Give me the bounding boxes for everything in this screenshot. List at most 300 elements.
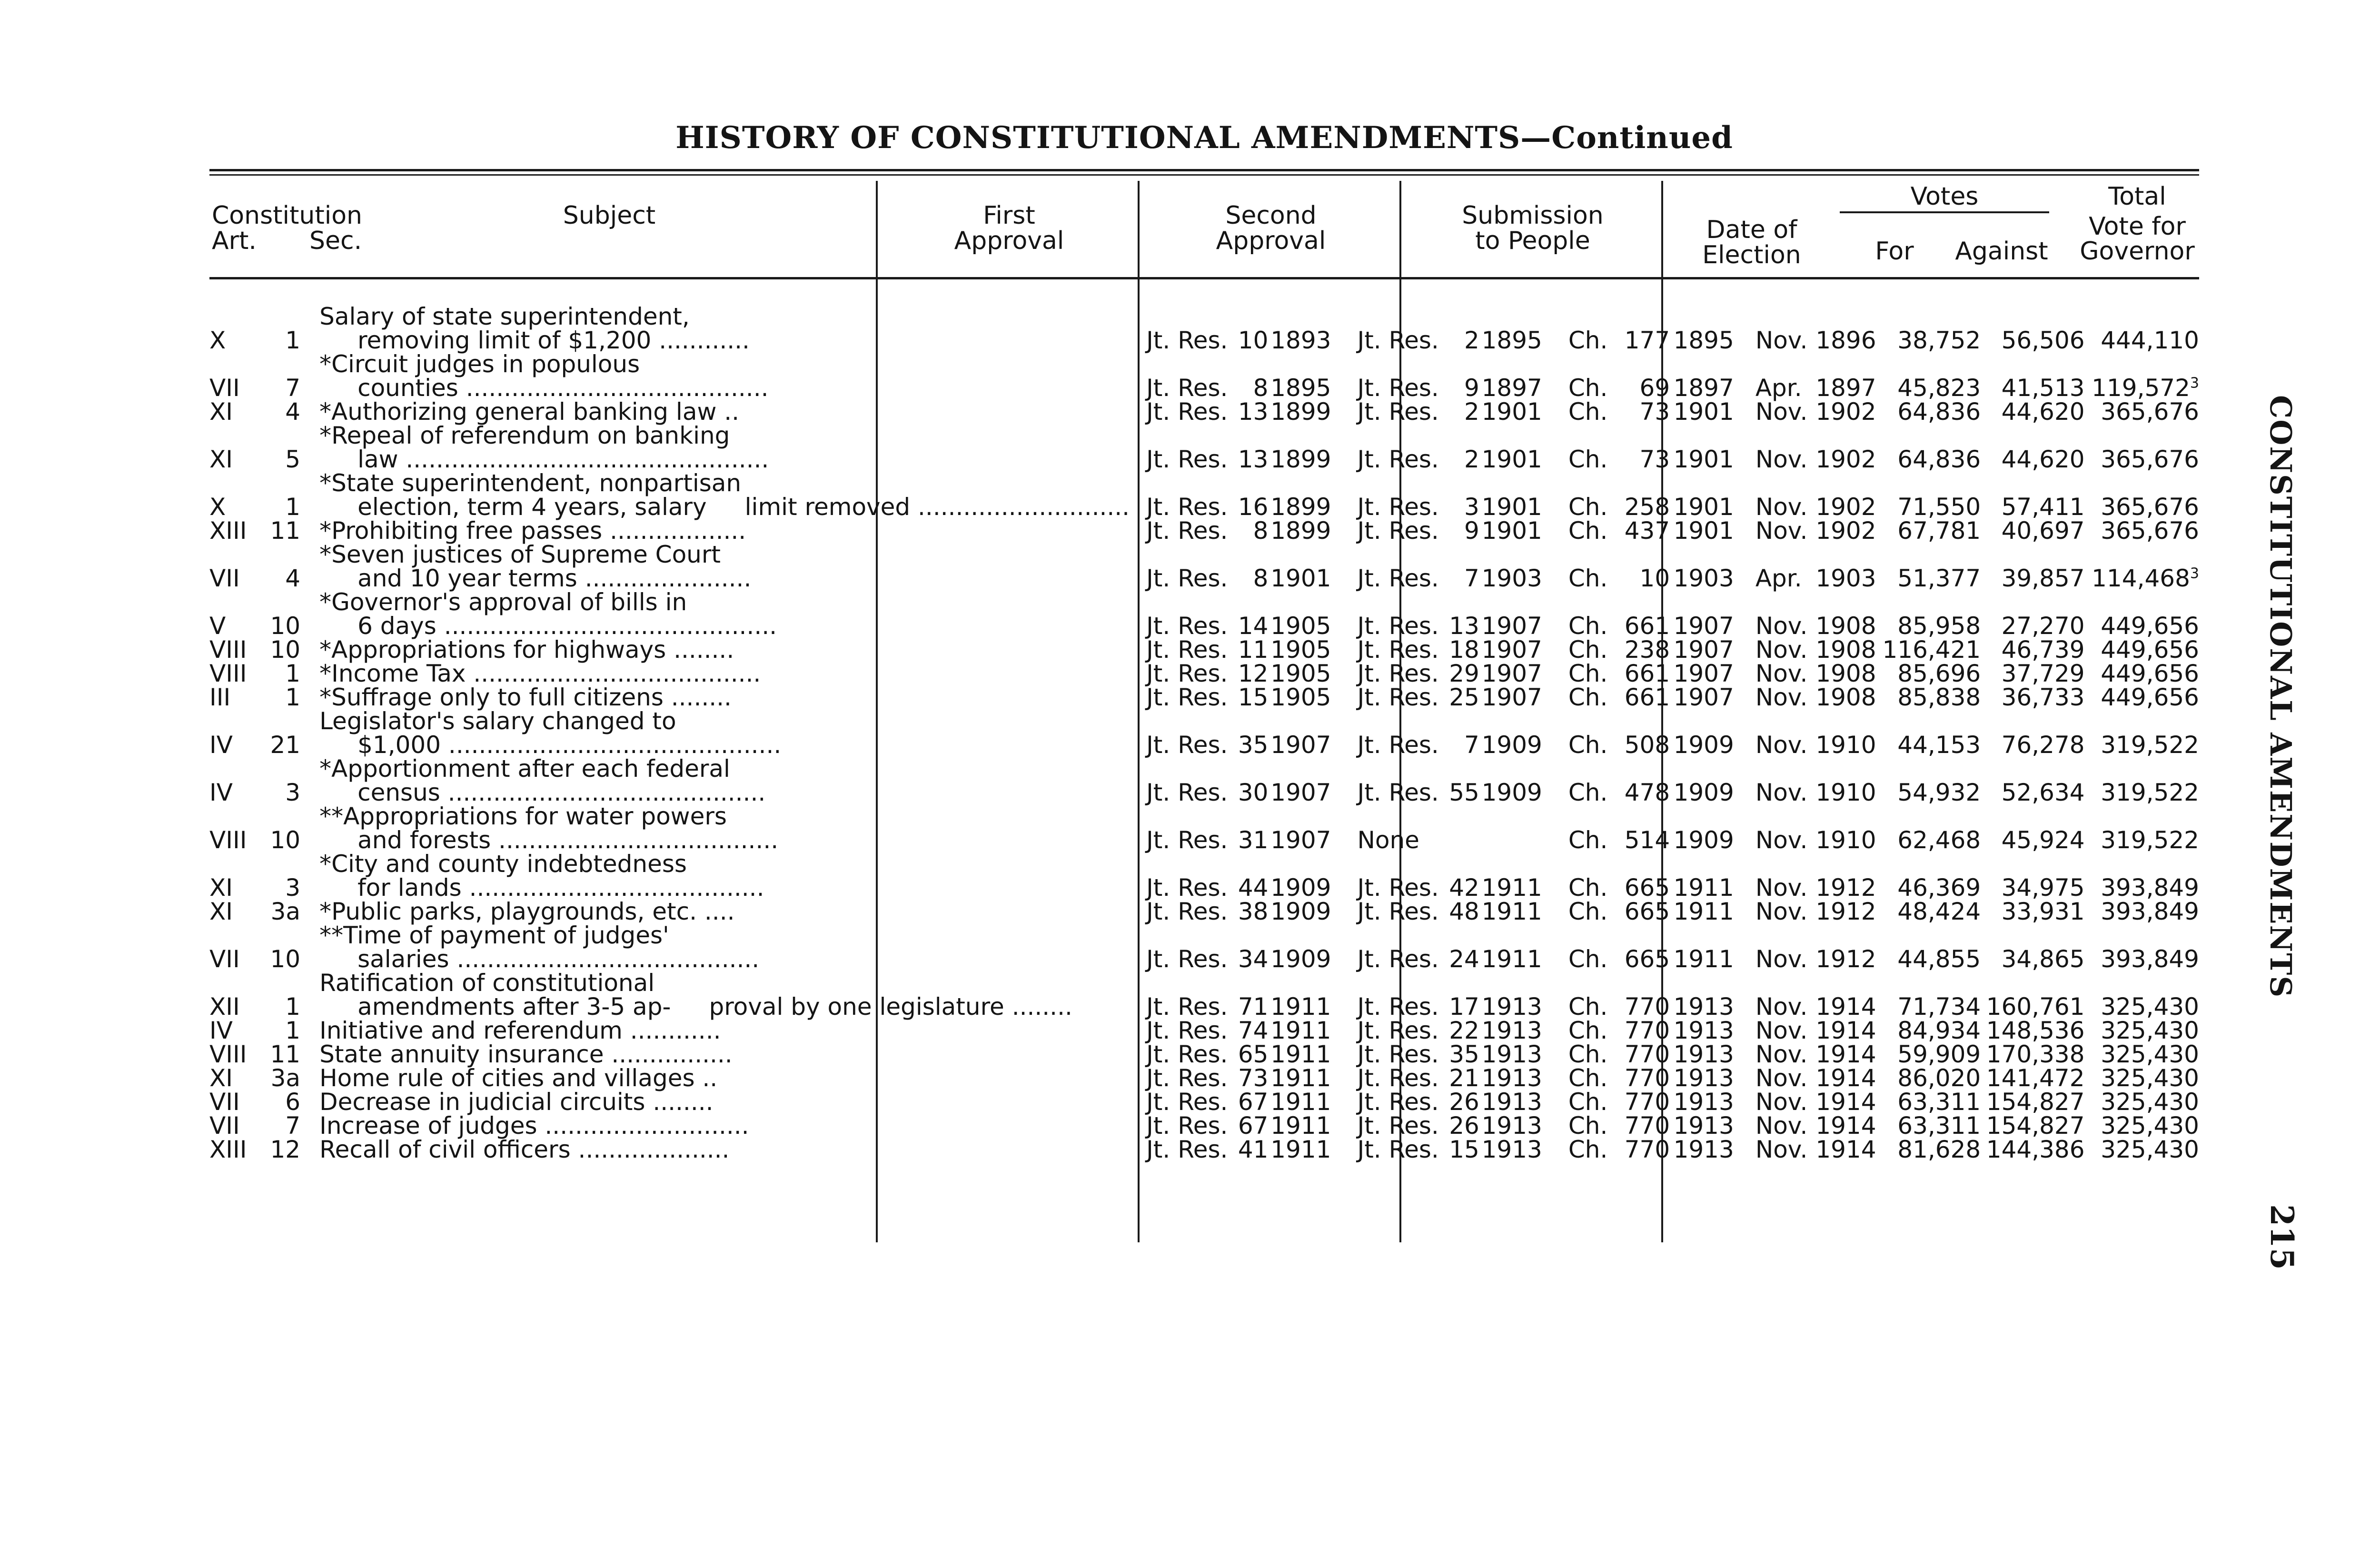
second-approval-number-cell-text: 26 xyxy=(1449,1112,1479,1140)
section-cell xyxy=(268,852,310,900)
first-approval-number-cell-text: 74 xyxy=(1238,1017,1269,1044)
second-approval-year-cell xyxy=(1479,900,1552,923)
election-year-cell-text: 1910 xyxy=(1815,731,1876,759)
second-approval-type-cell-text: Jt. Res. xyxy=(1357,612,1439,640)
first-approval-type-cell-text: Jt. Res. xyxy=(1146,660,1228,687)
second-approval-number-cell-text: 15 xyxy=(1449,1136,1479,1163)
votes-for-cell xyxy=(1876,543,1981,590)
election-month-cell-text: Nov. xyxy=(1755,1017,1808,1044)
submission-type-cell-text: Ch. xyxy=(1568,826,1608,854)
section-cell xyxy=(268,1066,310,1090)
first-approval-number-cell-text: 16 xyxy=(1238,493,1269,521)
submission-year-cell xyxy=(1670,804,1744,852)
election-month-cell xyxy=(1744,709,1815,757)
second-approval-number-cell-text: 55 xyxy=(1449,779,1479,806)
election-month-cell xyxy=(1744,424,1815,471)
first-approval-number-cell-text: 15 xyxy=(1238,684,1269,711)
first-approval-number-cell-text: 30 xyxy=(1238,779,1269,806)
header-for: For xyxy=(1875,237,1914,266)
submission-year-cell xyxy=(1670,685,1744,709)
second-approval-type-cell xyxy=(1340,852,1444,900)
article-cell xyxy=(209,1090,268,1114)
table-row xyxy=(209,757,2199,804)
subject-line: law ................................................ xyxy=(357,446,769,473)
second-approval-year-cell xyxy=(1479,400,1552,424)
second-approval-number-cell xyxy=(1444,923,1479,971)
second-approval-year-cell xyxy=(1479,1114,1552,1138)
article-cell xyxy=(209,519,268,543)
election-year-cell xyxy=(1815,1090,1876,1114)
submission-number-cell xyxy=(1617,971,1670,1019)
section-cell xyxy=(268,923,310,971)
first-approval-number-cell xyxy=(1233,1090,1269,1114)
votes-against-cell-text: 154,827 xyxy=(1986,1088,2085,1116)
subject-cell xyxy=(310,519,1130,543)
votes-against-cell xyxy=(1981,757,2084,804)
subject-line: salaries ........................................ xyxy=(357,945,760,973)
election-month-cell xyxy=(1744,685,1815,709)
first-approval-year-cell-text: 1909 xyxy=(1270,898,1331,925)
second-approval-number-cell xyxy=(1444,804,1479,852)
second-approval-year-cell xyxy=(1479,638,1552,662)
submission-number-cell-text: 770 xyxy=(1624,1136,1670,1163)
subject-line: *Circuit judges in populous xyxy=(319,350,640,378)
votes-for-cell xyxy=(1876,424,1981,471)
election-month-cell-text: Nov. xyxy=(1755,898,1808,925)
subject-line: Home rule of cities and villages .. xyxy=(319,1064,718,1092)
section-cell-text: 1 xyxy=(285,660,301,687)
second-approval-year-cell-text: 1909 xyxy=(1481,779,1542,806)
submission-year-cell-text: 1897 xyxy=(1673,374,1734,402)
second-approval-number-cell xyxy=(1444,685,1479,709)
votes-against-cell-text: 44,620 xyxy=(2001,398,2085,426)
submission-year-cell-text: 1907 xyxy=(1673,660,1734,687)
submission-year-cell xyxy=(1670,1114,1744,1138)
header-bottom-rule xyxy=(209,277,2199,279)
table-row xyxy=(209,900,2199,923)
first-approval-type-cell xyxy=(1130,757,1233,804)
second-approval-year-cell-text: 1901 xyxy=(1481,517,1542,545)
submission-type-cell-text: Ch. xyxy=(1568,517,1608,545)
subject-line: amendments after 3-5 ap- xyxy=(357,993,671,1021)
second-approval-type-cell-text: Jt. Res. xyxy=(1357,1064,1439,1092)
submission-type-cell xyxy=(1552,305,1617,352)
first-approval-number-cell xyxy=(1233,971,1269,1019)
second-approval-type-cell xyxy=(1340,352,1444,400)
election-year-cell xyxy=(1815,590,1876,638)
first-approval-number-cell xyxy=(1233,1066,1269,1090)
section-cell xyxy=(268,1090,310,1114)
subject-cell xyxy=(310,1114,1130,1138)
second-approval-number-cell xyxy=(1444,662,1479,685)
submission-year-cell xyxy=(1670,852,1744,900)
header-votes: Votes xyxy=(1910,182,1979,211)
first-approval-number-cell xyxy=(1233,543,1269,590)
second-approval-number-cell xyxy=(1444,305,1479,352)
election-year-cell-text: 1912 xyxy=(1815,874,1876,902)
section-cell-text: 4 xyxy=(285,398,301,426)
subject-line: *Seven justices of Supreme Court xyxy=(319,541,721,568)
first-approval-type-cell xyxy=(1130,305,1233,352)
votes-for-cell-text: 64,836 xyxy=(1897,446,1981,473)
section-cell-text: 1 xyxy=(285,684,301,711)
header-date-2: Election xyxy=(1702,241,1801,269)
first-approval-year-cell xyxy=(1268,900,1340,923)
first-approval-type-cell xyxy=(1130,1138,1233,1161)
section-cell-text: 1 xyxy=(285,1017,301,1044)
election-year-cell xyxy=(1815,1066,1876,1090)
total-vote-governor-cell-text: 444,110 xyxy=(2101,327,2199,354)
first-approval-year-cell-text: 1907 xyxy=(1270,826,1331,854)
submission-number-cell xyxy=(1617,543,1670,590)
article-cell-text: IV xyxy=(209,731,233,759)
table-row xyxy=(209,1042,2199,1066)
section-cell-text: 1 xyxy=(285,993,301,1021)
submission-number-cell-text: 73 xyxy=(1639,398,1670,426)
submission-year-cell-text: 1913 xyxy=(1673,1041,1734,1068)
submission-type-cell xyxy=(1552,1066,1617,1090)
table-row xyxy=(209,852,2199,900)
submission-type-cell-text: Ch. xyxy=(1568,945,1608,973)
submission-year-cell-text: 1901 xyxy=(1673,398,1734,426)
second-approval-type-cell-text: Jt. Res. xyxy=(1357,374,1439,402)
second-approval-number-cell xyxy=(1444,424,1479,471)
votes-against-cell xyxy=(1981,543,2084,590)
article-cell-text: III xyxy=(209,684,231,711)
subject-cell xyxy=(310,685,1130,709)
election-year-cell-text: 1912 xyxy=(1815,945,1876,973)
first-approval-year-cell xyxy=(1268,757,1340,804)
election-month-cell xyxy=(1744,305,1815,352)
election-month-cell xyxy=(1744,590,1815,638)
election-month-cell-text: Nov. xyxy=(1755,1112,1808,1140)
header-constitution: Constitution xyxy=(212,201,362,230)
first-approval-type-cell-text: Jt. Res. xyxy=(1146,398,1228,426)
second-approval-type-cell xyxy=(1340,1138,1444,1161)
article-cell xyxy=(209,1114,268,1138)
second-approval-number-cell xyxy=(1444,519,1479,543)
total-vote-governor-cell xyxy=(2085,543,2199,590)
section-cell xyxy=(268,685,310,709)
first-approval-year-cell xyxy=(1268,638,1340,662)
second-approval-year-cell-text: 1913 xyxy=(1481,1112,1542,1140)
first-approval-year-cell xyxy=(1268,543,1340,590)
election-month-cell xyxy=(1744,804,1815,852)
second-approval-type-cell xyxy=(1340,685,1444,709)
submission-number-cell-text: 770 xyxy=(1624,1017,1670,1044)
election-year-cell xyxy=(1815,971,1876,1019)
votes-against-cell-text: 34,865 xyxy=(2001,945,2085,973)
first-approval-year-cell xyxy=(1268,804,1340,852)
header-second-approval-1: Second xyxy=(1225,201,1317,230)
first-approval-number-cell-text: 34 xyxy=(1238,945,1269,973)
first-approval-number-cell-text: 44 xyxy=(1238,874,1269,902)
subject-cell xyxy=(310,1066,1130,1090)
election-month-cell-text: Apr. xyxy=(1755,565,1802,592)
election-month-cell-text: Nov. xyxy=(1755,398,1808,426)
article-cell xyxy=(209,900,268,923)
section-cell xyxy=(268,900,310,923)
total-vote-governor-cell-text: 319,522 xyxy=(2101,826,2199,854)
election-year-cell-text: 1908 xyxy=(1815,660,1876,687)
section-cell xyxy=(268,757,310,804)
top-rule xyxy=(209,169,2199,171)
first-approval-year-cell xyxy=(1268,471,1340,519)
second-approval-type-cell-text: Jt. Res. xyxy=(1357,565,1439,592)
second-approval-type-cell-text: Jt. Res. xyxy=(1357,493,1439,521)
election-month-cell xyxy=(1744,757,1815,804)
second-approval-type-cell xyxy=(1340,519,1444,543)
table-row xyxy=(209,1019,2199,1042)
total-vote-governor-cell-text: 325,430 xyxy=(2101,993,2199,1021)
first-approval-year-cell xyxy=(1268,852,1340,900)
total-vote-governor-cell-text: 365,676 xyxy=(2101,446,2199,473)
first-approval-type-cell-text: Jt. Res. xyxy=(1146,826,1228,854)
second-approval-number-cell-text: 26 xyxy=(1449,1088,1479,1116)
second-approval-type-cell xyxy=(1340,543,1444,590)
second-approval-year-cell xyxy=(1479,1042,1552,1066)
election-year-cell-text: 1908 xyxy=(1815,636,1876,664)
second-approval-number-cell xyxy=(1444,852,1479,900)
amendments-table-body xyxy=(209,305,2199,1161)
submission-number-cell-text: 478 xyxy=(1624,779,1670,806)
first-approval-year-cell-text: 1899 xyxy=(1270,517,1331,545)
submission-type-cell-text: Ch. xyxy=(1568,660,1608,687)
second-approval-type-cell-text: Jt. Res. xyxy=(1357,779,1439,806)
first-approval-number-cell xyxy=(1233,1019,1269,1042)
submission-type-cell-text: Ch. xyxy=(1568,1088,1608,1116)
votes-against-cell-text: 160,761 xyxy=(1986,993,2085,1021)
election-year-cell-text: 1914 xyxy=(1815,1064,1876,1092)
submission-year-cell-text: 1913 xyxy=(1673,1088,1734,1116)
section-cell xyxy=(268,1042,310,1066)
first-approval-type-cell-text: Jt. Res. xyxy=(1146,1017,1228,1044)
election-month-cell xyxy=(1744,638,1815,662)
submission-number-cell-text: 238 xyxy=(1624,636,1670,664)
first-approval-number-cell xyxy=(1233,685,1269,709)
submission-number-cell-text: 437 xyxy=(1624,517,1670,545)
total-vote-governor-cell xyxy=(2085,471,2199,519)
first-approval-year-cell xyxy=(1268,662,1340,685)
votes-against-cell-text: 36,733 xyxy=(2001,684,2085,711)
total-vote-governor-cell xyxy=(2085,1114,2199,1138)
election-year-cell-text: 1908 xyxy=(1815,612,1876,640)
submission-type-cell-text: Ch. xyxy=(1568,1017,1608,1044)
section-cell xyxy=(268,971,310,1019)
first-approval-year-cell-text: 1911 xyxy=(1270,1088,1331,1116)
submission-number-cell-text: 770 xyxy=(1624,1088,1670,1116)
section-cell-text: 5 xyxy=(285,446,301,473)
election-month-cell xyxy=(1744,400,1815,424)
submission-type-cell-text: Ch. xyxy=(1568,1064,1608,1092)
first-approval-type-cell xyxy=(1130,590,1233,638)
subject-line: census .......................................... xyxy=(357,779,766,806)
total-vote-governor-cell-text: 325,430 xyxy=(2101,1041,2199,1068)
submission-year-cell-text: 1903 xyxy=(1673,565,1734,592)
first-approval-year-cell xyxy=(1268,400,1340,424)
article-cell xyxy=(209,638,268,662)
page-title: HISTORY OF CONSTITUTIONAL AMENDMENTS—Continued xyxy=(675,120,1733,156)
article-cell xyxy=(209,352,268,400)
first-approval-type-cell-text: Jt. Res. xyxy=(1146,1064,1228,1092)
second-approval-type-cell-text: Jt. Res. xyxy=(1357,446,1439,473)
submission-year-cell xyxy=(1670,923,1744,971)
submission-number-cell xyxy=(1617,638,1670,662)
subject-line: election, term 4 years, salary xyxy=(357,493,707,521)
article-cell xyxy=(209,685,268,709)
second-approval-type-cell-text: Jt. Res. xyxy=(1357,1112,1439,1140)
votes-against-cell-text: 56,506 xyxy=(2001,327,2085,354)
election-year-cell-text: 1902 xyxy=(1815,398,1876,426)
election-month-cell-text: Nov. xyxy=(1755,826,1808,854)
first-approval-type-cell-text: Jt. Res. xyxy=(1146,446,1228,473)
first-approval-year-cell-text: 1905 xyxy=(1270,612,1331,640)
votes-against-cell xyxy=(1981,352,2084,400)
first-approval-year-cell-text: 1911 xyxy=(1270,993,1331,1021)
submission-number-cell xyxy=(1617,590,1670,638)
submission-number-cell-text: 665 xyxy=(1624,874,1670,902)
total-vote-governor-cell xyxy=(2085,971,2199,1019)
subject-line: and 10 year terms ...................... xyxy=(357,565,752,592)
total-vote-governor-cell xyxy=(2085,709,2199,757)
submission-type-cell xyxy=(1552,543,1617,590)
subject-cell xyxy=(310,709,1130,757)
second-approval-year-cell-text: 1907 xyxy=(1481,684,1542,711)
submission-year-cell xyxy=(1670,1042,1744,1066)
submission-number-cell xyxy=(1617,709,1670,757)
first-approval-type-cell-text: Jt. Res. xyxy=(1146,327,1228,354)
subject-cell xyxy=(310,1138,1130,1161)
second-approval-year-cell xyxy=(1479,1090,1552,1114)
first-approval-number-cell-text: 14 xyxy=(1238,612,1269,640)
votes-underline xyxy=(1840,211,2049,213)
section-cell-text: 3a xyxy=(270,1064,301,1092)
submission-number-cell xyxy=(1617,400,1670,424)
first-approval-number-cell xyxy=(1233,519,1269,543)
election-year-cell-text: 1914 xyxy=(1815,993,1876,1021)
first-approval-number-cell xyxy=(1233,900,1269,923)
submission-type-cell xyxy=(1552,638,1617,662)
first-approval-type-cell xyxy=(1130,971,1233,1019)
first-approval-type-cell-text: Jt. Res. xyxy=(1146,874,1228,902)
second-approval-type-cell-text: Jt. Res. xyxy=(1357,660,1439,687)
election-month-cell-text: Apr. xyxy=(1755,374,1802,402)
second-approval-year-cell-text: 1913 xyxy=(1481,1088,1542,1116)
total-vote-governor-cell xyxy=(2085,1066,2199,1090)
first-approval-type-cell xyxy=(1130,709,1233,757)
second-approval-type-cell-text: Jt. Res. xyxy=(1357,1017,1439,1044)
votes-against-cell-text: 46,739 xyxy=(2001,636,2085,664)
votes-against-cell xyxy=(1981,1138,2084,1161)
submission-type-cell xyxy=(1552,923,1617,971)
votes-for-cell-text: 63,311 xyxy=(1897,1088,1981,1116)
first-approval-year-cell xyxy=(1268,352,1340,400)
submission-year-cell xyxy=(1670,1090,1744,1114)
submission-year-cell-text: 1901 xyxy=(1673,493,1734,521)
votes-against-cell-text: 39,857 xyxy=(2001,565,2085,592)
second-approval-year-cell xyxy=(1479,685,1552,709)
section-cell xyxy=(268,1114,310,1138)
election-month-cell xyxy=(1744,852,1815,900)
second-approval-type-cell xyxy=(1340,305,1444,352)
submission-type-cell xyxy=(1552,1042,1617,1066)
submission-type-cell-text: Ch. xyxy=(1568,779,1608,806)
total-vote-governor-cell-text: 449,656 xyxy=(2101,612,2199,640)
submission-type-cell-text: Ch. xyxy=(1568,1112,1608,1140)
second-approval-year-cell xyxy=(1479,424,1552,471)
election-year-cell-text: 1897 xyxy=(1815,374,1876,402)
votes-for-cell xyxy=(1876,590,1981,638)
first-approval-year-cell xyxy=(1268,1042,1340,1066)
votes-against-cell-text: 52,634 xyxy=(2001,779,2085,806)
first-approval-year-cell-text: 1911 xyxy=(1270,1064,1331,1092)
submission-number-cell-text: 508 xyxy=(1624,731,1670,759)
election-month-cell xyxy=(1744,1090,1815,1114)
first-approval-number-cell xyxy=(1233,400,1269,424)
votes-for-cell xyxy=(1876,1066,1981,1090)
second-approval-type-cell-text: Jt. Res. xyxy=(1357,1088,1439,1116)
header-total-3: Governor xyxy=(2080,237,2195,266)
second-approval-type-cell-text: Jt. Res. xyxy=(1357,993,1439,1021)
article-cell-text: XIII xyxy=(209,1136,247,1163)
submission-year-cell xyxy=(1670,1138,1744,1161)
first-approval-number-cell-text: 71 xyxy=(1238,993,1269,1021)
election-year-cell xyxy=(1815,1114,1876,1138)
submission-number-cell xyxy=(1617,352,1670,400)
submission-number-cell-text: 770 xyxy=(1624,1112,1670,1140)
first-approval-year-cell-text: 1899 xyxy=(1270,493,1331,521)
article-cell xyxy=(209,1066,268,1090)
side-running-title: CONSTITUTIONAL AMENDMENTS xyxy=(2263,395,2298,999)
votes-for-cell-text: 67,781 xyxy=(1897,517,1981,545)
submission-year-cell xyxy=(1670,1019,1744,1042)
submission-year-cell xyxy=(1670,352,1744,400)
votes-for-cell-text: 54,932 xyxy=(1897,779,1981,806)
votes-against-cell xyxy=(1981,1042,2084,1066)
submission-number-cell-text: 770 xyxy=(1624,1064,1670,1092)
submission-number-cell xyxy=(1617,900,1670,923)
first-approval-year-cell-text: 1905 xyxy=(1270,660,1331,687)
election-year-cell-text: 1914 xyxy=(1815,1017,1876,1044)
election-year-cell-text: 1896 xyxy=(1815,327,1876,354)
first-approval-type-cell-text: Jt. Res. xyxy=(1146,779,1228,806)
first-approval-type-cell-text: Jt. Res. xyxy=(1146,1088,1228,1116)
second-approval-number-cell-text: 24 xyxy=(1449,945,1479,973)
header-date-1: Date of xyxy=(1706,216,1797,244)
votes-against-cell-text: 27,270 xyxy=(2001,612,2085,640)
second-approval-number-cell xyxy=(1444,1066,1479,1090)
election-month-cell-text: Nov. xyxy=(1755,1041,1808,1068)
votes-for-cell-text: 63,311 xyxy=(1897,1112,1981,1140)
election-year-cell xyxy=(1815,923,1876,971)
election-month-cell xyxy=(1744,519,1815,543)
subject-cell xyxy=(310,900,1130,923)
subject-cell xyxy=(310,424,1130,471)
votes-against-cell xyxy=(1981,1066,2084,1090)
subject-cell xyxy=(310,590,1130,638)
subject-cell xyxy=(310,852,1130,900)
total-vote-governor-cell xyxy=(2085,519,2199,543)
second-approval-year-cell xyxy=(1479,804,1552,852)
article-cell xyxy=(209,590,268,638)
votes-against-cell-text: 141,472 xyxy=(1986,1064,2085,1092)
first-approval-year-cell-text: 1899 xyxy=(1270,398,1331,426)
votes-against-cell xyxy=(1981,662,2084,685)
election-year-cell xyxy=(1815,685,1876,709)
votes-against-cell xyxy=(1981,590,2084,638)
article-cell xyxy=(209,852,268,900)
election-month-cell-text: Nov. xyxy=(1755,636,1808,664)
